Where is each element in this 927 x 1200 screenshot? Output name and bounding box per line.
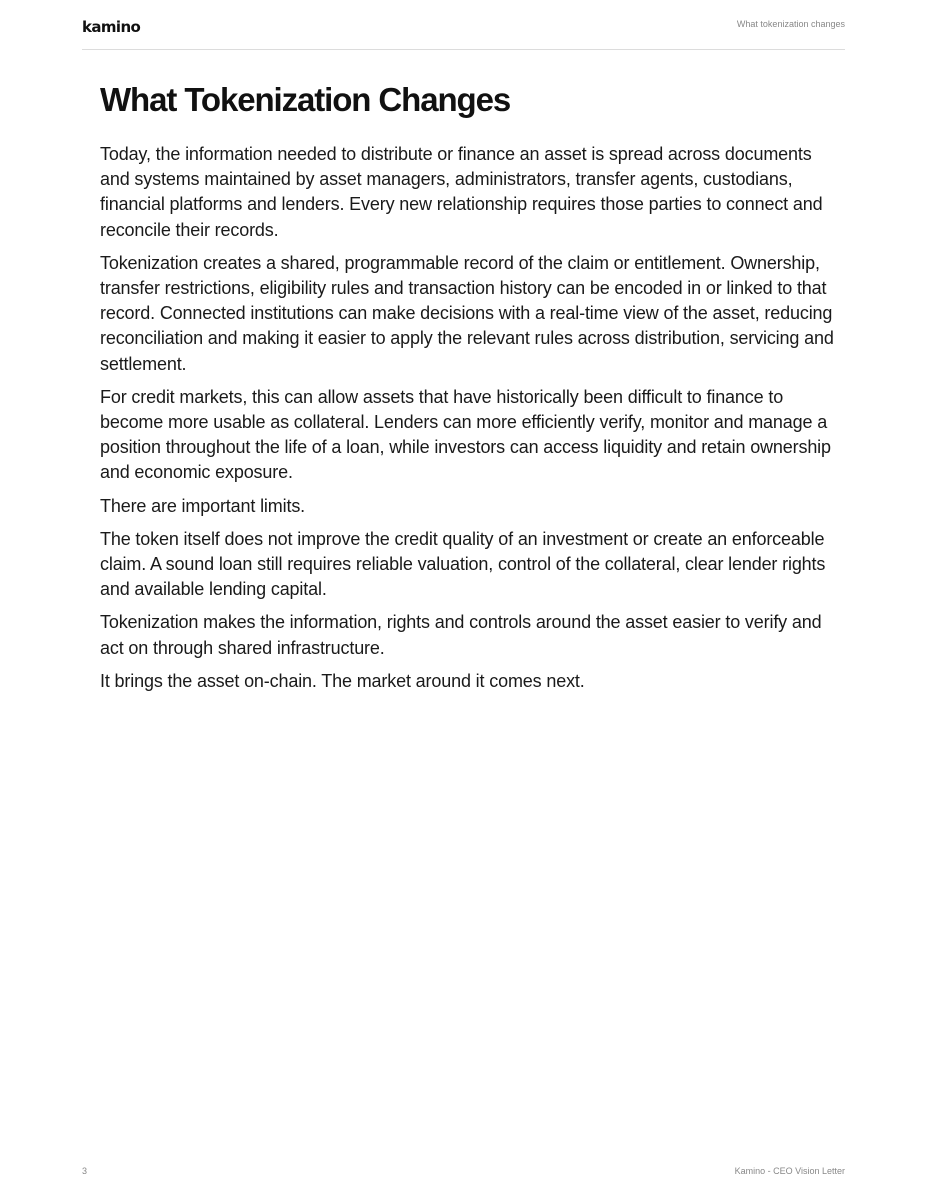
paragraph-1: Today, the information needed to distribute or finance an asset is spread across documents and systems maintained by asset managers, administrators, transfer agents, custodians, financial platforms and lenders. Every new relationship requires those parties to connect and reconcile their records. [100, 144, 823, 240]
kamino-logo: kamino [82, 18, 141, 36]
page-header [82, 0, 845, 50]
page-number: 3 [82, 1166, 88, 1176]
paragraph-3: For credit markets, this can allow assets that have historically been difficult to finance to become more usable as collateral. Lenders can more efficiently verify, monitor and manage a position throughout the life of a loan, while investors can access liquidity and retain ownership and economic exposure. [100, 386, 831, 483]
document-title: Kamino - CEO Vision Letter [734, 1166, 845, 1176]
main-content [100, 80, 835, 702]
paragraph-6: Tokenization makes the information, rights and controls around the asset easier to verify and act on through shared infrastructure. [100, 612, 822, 658]
paragraph-7: It brings the asset on-chain. The market around it comes next. [100, 670, 585, 691]
paragraph-5: The token itself does not improve the credit quality of an investment or create an enforceable claim. A sound loan still requires reliable valuation, control of the collateral, clear lender rights and available lending capital. [100, 528, 826, 600]
page-footer [82, 1166, 845, 1180]
section-title: What tokenization changes [736, 19, 845, 29]
page-title: What Tokenization Changes [100, 81, 511, 118]
paragraph-2: Tokenization creates a shared, programmable record of the claim or entitlement. Ownership, transfer restrictions, eligibility rules and transaction history can be encoded in or linked to that record. Connected institutions can make decisions with a real-time view of the asset, reducing reconciliation and making it easier to apply the relevant rules across distribution, servicing and settlement. [100, 252, 834, 374]
paragraph-4: There are important limits. [100, 495, 306, 516]
